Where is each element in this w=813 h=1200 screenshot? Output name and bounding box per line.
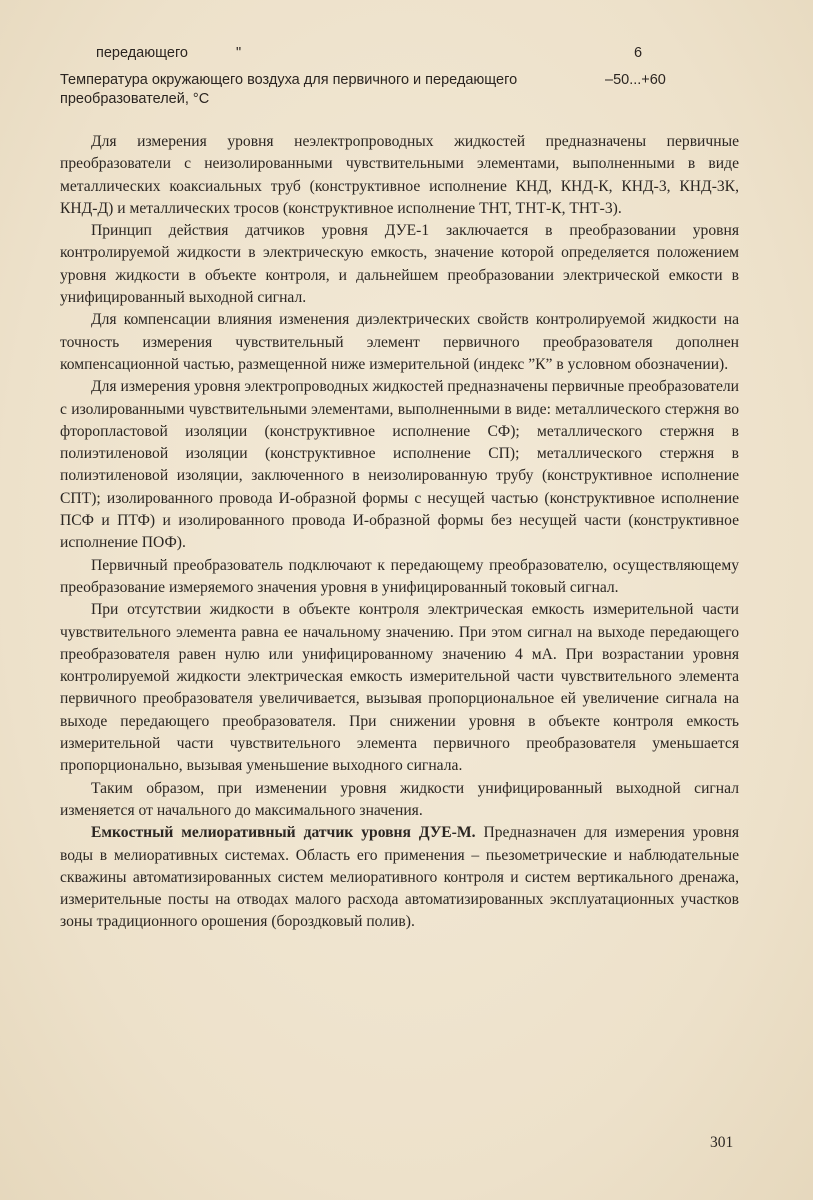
spec-value: –50...+60 xyxy=(605,72,666,88)
paragraph: Таким образом, при изменении уровня жидкости унифицированный выходной сигнал изменяется от начального до максимального значения. xyxy=(60,779,739,819)
paragraph-due-m xyxy=(60,822,739,933)
paragraph: При отсутствии жидкости в объекте контроля электрическая емкость измерительной части чувствительного элемента равна ее начальному значению. При этом сигнал на выходе передающего преобразователя равен нулю или унифицированному значению 4 мА. При возрастании уровня контролируемой жидкости электрическая емкость измерительной части чувствительного элемента первичного преобразователя увеличивается, вызывая пропорциональное ей увеличение сигнала на выходе передающего преобразователя. При снижении уровня в объекте контроля емкость измерительной части чувствительного элемента первичного преобразователя уменьшается пропорционально, вызывая уменьшение выходного сигнала. xyxy=(60,601,739,775)
paragraph: Для измерения уровня электропроводных жидкостей предназначены первичные преобразователи с изолированными чувствительными элементами, выполненными в виде: металлического стержня во фторопластовой изоляции (конструктивное исполнение СФ); металлического стержня в полиэтиленовой изоляции (конструктивное исполнение СП); металлического стержня в полиэтиленовой изоляции, заключенного в неизолированную трубу (конструктивное исполнение СПТ); изолированного провода И-образной формы с несущей частью (конструктивное исполнение ПСФ и ПТФ) и изолированного провода И-образной формы без несущей части (конструктивное исполнение ПОФ). xyxy=(60,378,739,552)
spec-label: передающего xyxy=(96,45,188,61)
section-text: Предназначен для измерения уровня воды в мелиоративных системах. Область его применения – пьезометрические и наблюдательные скважины автоматизированных систем мелиоративного контроля и систем вертикального дренажа, измерительные посты на отводах малого расхода автоматизированных эксплуатационных участков зоны традиционного орошения (бороздковый полив). xyxy=(60,824,739,931)
spec-row-temperature xyxy=(60,71,760,111)
body-text xyxy=(60,131,739,934)
paragraph: Принцип действия датчиков уровня ДУЕ-1 заключается в преобразовании уровня контролируемой жидкости в электрическую емкость, значение которой определяется положением уровня жидкости в объекте контроля, и дальнейшем преобразовании электрической емкости в унифицированный выходной сигнал. xyxy=(60,222,739,307)
page-number: 301 xyxy=(710,1134,734,1151)
ditto-mark: " xyxy=(236,45,242,61)
spec-label: Температура окружающего воздуха для первичного и передающего преобразователей, °С xyxy=(60,72,518,107)
paragraph: Первичный преобразователь подключают к передающему преобразователю, осуществляющему преобразование измеряемого значения уровня в унифицированный токовый сигнал. xyxy=(60,556,739,596)
spec-value: 6 xyxy=(634,45,643,61)
section-lead: Емкостный мелиоративный датчик уровня ДУЕ-М. xyxy=(91,824,476,842)
paragraph: Для измерения уровня неэлектропроводных жидкостей предназначены первичные преобразователи с неизолированными чувствительными элементами, выполненными в виде металлических коаксиальных труб (конструктивное исполнение КНД, КНД-К, КНД-3, КНД-3К, КНД-Д) и металлических тросов (конструктивное исполнение ТНТ, ТНТ-К, ТНТ-3). xyxy=(60,133,739,217)
paragraph: Для компенсации влияния изменения диэлектрических свойств контролируемой жидкости на точность измерения чувствительный элемент первичного преобразователя дополнен компенсационной частью, размещенной ниже измерительной (индекс ”К” в условном обозначении). xyxy=(60,311,739,373)
